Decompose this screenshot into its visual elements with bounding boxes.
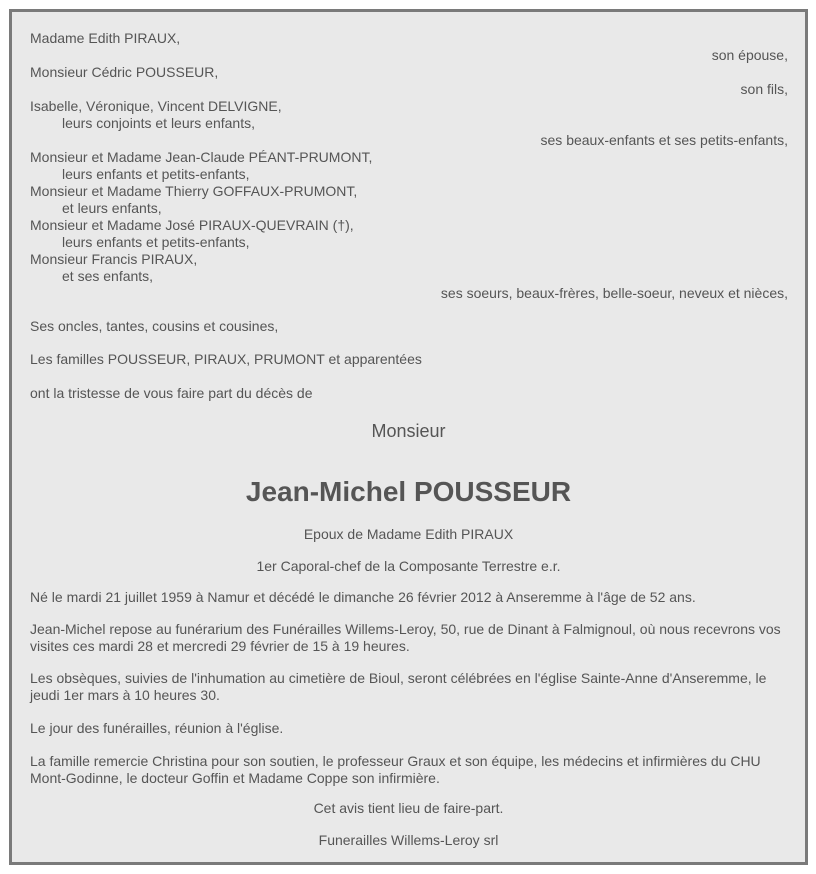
stepchildren-role: ses beaux-enfants et ses petits-enfants, [540, 132, 788, 148]
siblings-role: ses soeurs, beaux-frères, belle-soeur, neveux et nièces, [440, 285, 788, 301]
son-name: Monsieur Cédric POUSSEUR, [30, 64, 219, 80]
sibling-4-sub: et ses enfants, [62, 268, 154, 284]
reunion-paragraph: Le jour des funérailles, réunion à l'église. [30, 720, 284, 736]
sibling-2: Monsieur et Madame Thierry GOFFAUX-PRUMONT, [30, 183, 358, 199]
sibling-1-sub: leurs enfants et petits-enfants, [62, 166, 250, 182]
visitation-paragraph: Jean-Michel repose au funérarium des Funérailles Willems-Leroy, 50, rue de Dinant à Falmignoul, où nous recevrons vos visites ces mardi 28 et mercredi 29 février de 15 à 19 heures. [30, 621, 781, 654]
honorific: Monsieur [371, 421, 446, 441]
stepchildren-sub: leurs conjoints et leurs enfants, [62, 115, 255, 131]
sibling-3: Monsieur et Madame José PIRAUX-QUEVRAIN (†), [30, 217, 354, 233]
wife-name: Madame Edith PIRAUX, [30, 30, 181, 46]
obituary-card [9, 9, 808, 865]
notice-line: Cet avis tient lieu de faire-part. [313, 800, 504, 816]
son-role: son fils, [740, 81, 788, 97]
relatives-line: Ses oncles, tantes, cousins et cousines, [30, 318, 279, 334]
sibling-4: Monsieur Francis PIRAUX, [30, 251, 198, 267]
rank-line: 1er Caporal-chef de la Composante Terrestre e.r. [256, 558, 561, 574]
deceased-name: Jean-Michel POUSSEUR [245, 476, 572, 507]
sibling-1: Monsieur et Madame Jean-Claude PÉANT-PRUMONT, [30, 149, 373, 165]
spouse-line: Epoux de Madame Edith PIRAUX [303, 526, 514, 542]
sibling-3-sub: leurs enfants et petits-enfants, [62, 234, 250, 250]
stepchildren-names: Isabelle, Véronique, Vincent DELVIGNE, [30, 98, 282, 114]
birth-death-paragraph: Né le mardi 21 juillet 1959 à Namur et décédé le dimanche 26 février 2012 à Anseremme à l'âge de 52 ans. [30, 589, 696, 605]
announcement-line: ont la tristesse de vous faire part du décès de [30, 385, 313, 401]
families-line: Les familles POUSSEUR, PIRAUX, PRUMONT et apparentées [30, 351, 422, 367]
wife-role: son épouse, [711, 47, 788, 63]
funeral-home: Funerailles Willems-Leroy srl [318, 832, 499, 848]
sibling-2-sub: et leurs enfants, [62, 200, 162, 216]
thanks-paragraph: La famille remercie Christina pour son soutien, le professeur Graux et son équipe, les médecins et infirmières du CHU Mont-Godinne, le docteur Goffin et Madame Coppe son infirmière. [30, 753, 761, 786]
funeral-paragraph: Les obsèques, suivies de l'inhumation au cimetière de Bioul, seront célébrées en l'église Sainte-Anne d'Anseremme, le jeudi 1er mars à 10 heures 30. [30, 670, 767, 703]
